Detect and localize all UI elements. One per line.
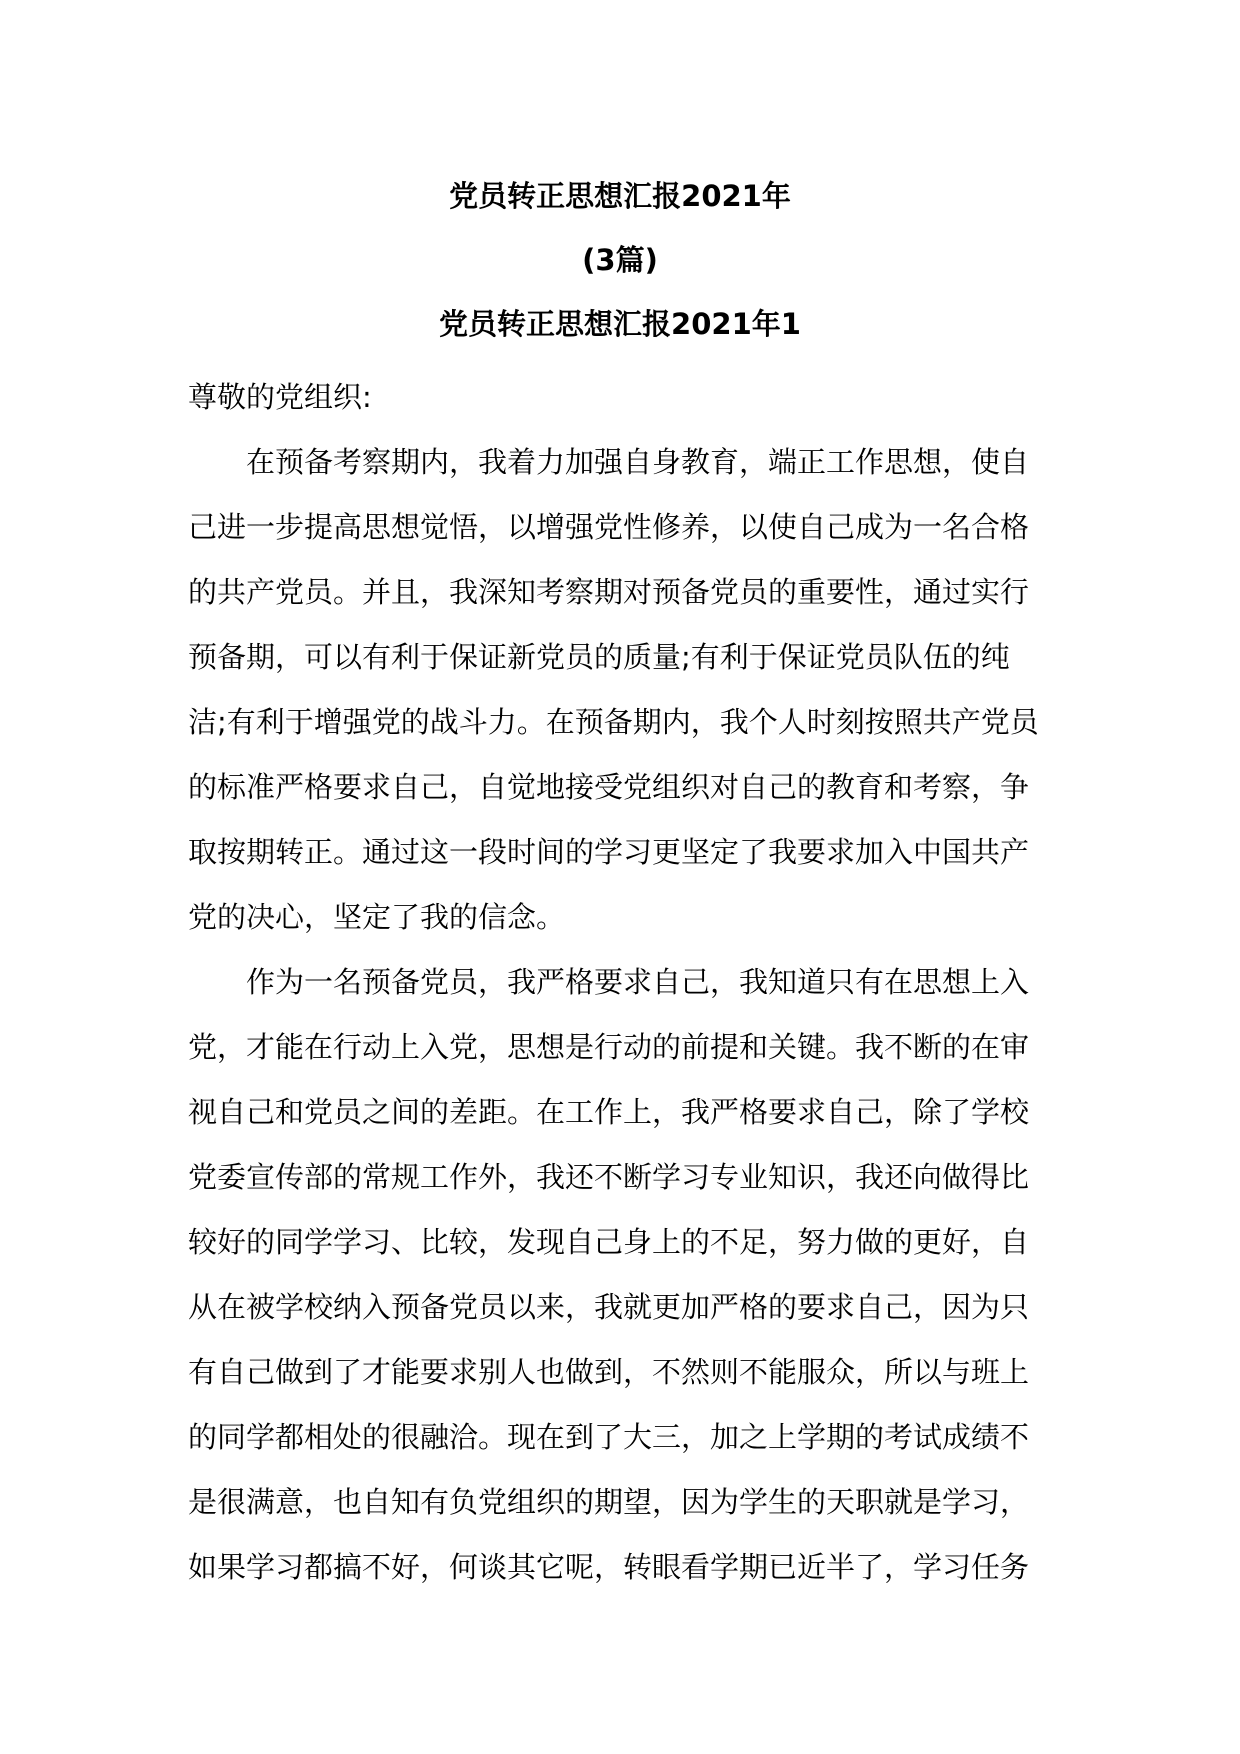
paragraph-line: 己进一步提高思想觉悟，以增强党性修养，以使自己成为一名合格 (188, 510, 1030, 544)
salutation: 尊敬的党组织: (188, 380, 372, 414)
paragraph-line: 的共产党员。并且，我深知考察期对预备党员的重要性，通过实行 (188, 575, 1030, 609)
paragraph-line: 的标准严格要求自己，自觉地接受党组织对自己的教育和考察，争 (188, 770, 1030, 804)
paragraph-2 (188, 950, 1050, 1600)
paragraph-line: 作为一名预备党员，我严格要求自己，我知道只有在思想上入 (188, 965, 1030, 999)
paragraph-line: 洁;有利于增强党的战斗力。在预备期内，我个人时刻按照共产党员 (188, 705, 1039, 739)
paragraph-line: 从在被学校纳入预备党员以来，我就更加严格的要求自己，因为只 (188, 1290, 1030, 1324)
paragraph-line: 取按期转正。通过这一段时间的学习更坚定了我要求加入中国共产 (188, 835, 1030, 869)
document-title: 党员转正思想汇报2021年 (449, 179, 791, 213)
paragraph-line: 预备期，可以有利于保证新党员的质量;有利于保证党员队伍的纯 (188, 640, 1010, 674)
paragraph-line: 视自己和党员之间的差距。在工作上，我严格要求自己，除了学校 (188, 1095, 1030, 1129)
paragraph-line: 较好的同学学习、比较，发现自己身上的不足，努力做的更好，自 (188, 1225, 1030, 1259)
paragraph-line: 的同学都相处的很融洽。现在到了大三，加之上学期的考试成绩不 (188, 1420, 1030, 1454)
paragraph-line: 是很满意，也自知有负党组织的期望，因为学生的天职就是学习， (188, 1485, 1030, 1519)
paragraph-line: 党委宣传部的常规工作外，我还不断学习专业知识，我还向做得比 (188, 1160, 1030, 1194)
paragraph-line: 如果学习都搞不好，何谈其它呢，转眼看学期已近半了，学习任务 (188, 1550, 1030, 1584)
paragraph-line: 党，才能在行动上入党，思想是行动的前提和关键。我不断的在审 (188, 1030, 1030, 1064)
paragraph-line: 有自己做到了才能要求别人也做到，不然则不能服众，所以与班上 (188, 1355, 1030, 1389)
document-subtitle: (3篇) (582, 243, 658, 277)
paragraph-line: 党的决心，坚定了我的信念。 (188, 900, 566, 934)
paragraph-line: 在预备考察期内，我着力加强自身教育，端正工作思想，使自 (188, 445, 1030, 479)
section-title: 党员转正思想汇报2021年1 (439, 307, 801, 341)
paragraph-1 (188, 430, 1050, 950)
